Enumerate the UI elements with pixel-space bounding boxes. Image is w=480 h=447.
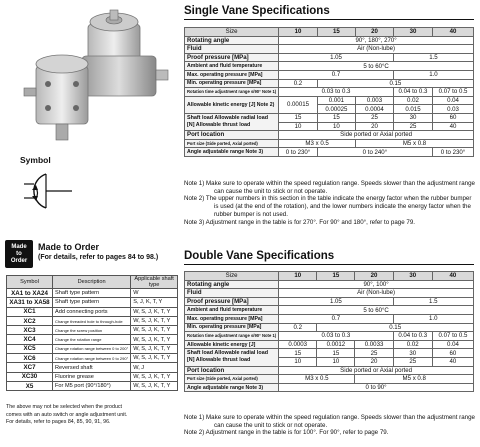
description-cell: Change the rotation range [53, 335, 131, 344]
symbol-title: Symbol [20, 155, 51, 165]
description-cell: Change rotation range between 0 to 200° [53, 344, 131, 353]
symbol-cell: XC3 [7, 326, 53, 335]
shaft-type-cell: W, S, J, K, T, Y [131, 381, 178, 390]
made-to-order-logo: Made to Order [5, 240, 33, 268]
table-row [7, 307, 178, 316]
table-row: Shaft load Allowable radial load [N] Allowable thrust load 15 15 25 30 60 [185, 349, 474, 358]
shaft-load-label: Shaft load Allowable radial load [N] Allowable thrust load [185, 113, 279, 130]
made-to-order-title: Made to Order [38, 242, 100, 252]
shaft-type-cell: W, S, J, K, T, Y [131, 326, 178, 335]
column-header: Applicable shaft type [131, 276, 178, 289]
table-row: Rotating angle 90°, 100° [185, 280, 474, 289]
table-row [7, 326, 178, 335]
single-vane-spec-table [184, 27, 474, 157]
table-row: 10 10 20 25 40 [185, 357, 474, 366]
table-row [7, 363, 178, 372]
table-row: Allowable kinetic energy [J] 0.0003 0.0012 0.0033 0.02 0.04 [185, 340, 474, 349]
single-vane-title: Single Vane Specifications [184, 5, 474, 20]
symbol-cell: XC5 [7, 344, 53, 353]
description-cell: Shaft type pattern [53, 289, 131, 298]
shaft-type-cell: W, S, J, K, T, Y [131, 335, 178, 344]
description-cell: For M5 port (90°/180°) [53, 381, 131, 390]
description-cell: Shaft type pattern [53, 298, 131, 307]
table-row: Min. operating pressure [MPa] 0.2 0.15 [185, 79, 474, 88]
made-to-order-table [6, 275, 178, 391]
table-header-row [7, 276, 178, 289]
column-header: Description [53, 276, 131, 289]
table-row: Max. operating pressure [MPa] 0.7 1.0 [185, 314, 474, 323]
symbol-cell: XC2 [7, 316, 53, 325]
description-cell: Add connecting ports [53, 307, 131, 316]
description-cell: Change the screw position [53, 326, 131, 335]
shaft-load-label: Shaft load Allowable radial load [N] Allowable thrust load [185, 349, 279, 366]
table-row [7, 381, 178, 390]
table-row [7, 344, 178, 353]
table-row: Angle adjustable range Note 3) 0 to 230° 0 to 240° 0 to 230° [185, 148, 474, 157]
symbol-cell: XC1 [7, 307, 53, 316]
shaft-type-cell: W, S, J, K, T, Y [131, 316, 178, 325]
table-row [7, 372, 178, 381]
symbol-cell: XC6 [7, 354, 53, 363]
table-row: Fluid Air (Non-lube) [185, 289, 474, 298]
table-row: Rotation time adjustment range s/90° Note 1) 0.03 to 0.3 0.04 to 0.3 0.07 to 0.5 [185, 88, 474, 97]
description-cell: Reversed shaft [53, 363, 131, 372]
table-row: 0.00025 0.0004 0.015 0.03 [185, 105, 474, 114]
shaft-type-cell: W, S, J, K, T, Y [131, 372, 178, 381]
table-row: Angle adjustable range Note 3) 0 to 90° [185, 383, 474, 392]
shaft-type-cell: W, S, J, K, T, Y [131, 307, 178, 316]
symbol-cell: XA1 to XA24 [7, 289, 53, 298]
table-row: Port size (Side ported, Axial ported) M3 x 0.5 M5 x 0.8 [185, 139, 474, 148]
made-to-order-header [5, 240, 177, 272]
product-photo [6, 4, 174, 146]
table-row: Rotating angle 90°, 180°, 270° [185, 36, 474, 45]
rotary-actuator-symbol-icon [22, 168, 82, 214]
double-vane-title: Double Vane Specifications [184, 250, 474, 265]
made-to-order-subtitle: (For details, refer to pages 84 to 98.) [38, 254, 159, 261]
single-vane-notes: Note 1) Make sure to operate within the speed regulation range. Speeds slower than the adjustment range can cause the unit to stick or not operate. Note 2) The upper numbers in this section in the table indicate the energy factor when the rubber bumper is used (at the end of the rotation), and the lower numbers indicate the energy factor when the rubber bumper is not used. Note 3) Adjustment range in the table is for 270°. For 90° and 180°, refer to page 79. [184, 180, 475, 226]
table-row: Ambient and fluid temperature 5 to 60°C [185, 62, 474, 71]
symbol-cell: XC4 [7, 335, 53, 344]
table-row: Allowable kinetic energy [J] Note 2) 0.00015 0.001 0.003 0.02 0.04 [185, 96, 474, 105]
table-row [7, 335, 178, 344]
description-cell: Fluorine grease [53, 372, 131, 381]
table-row: Port size (Side ported, Axial ported) M3 x 0.5 M5 x 0.8 [185, 375, 474, 384]
table-row: 10 10 20 25 40 [185, 122, 474, 131]
table-row: Ambient and fluid temperature 5 to 60°C [185, 306, 474, 315]
double-vane-notes: Note 1) Make sure to operate within the speed regulation range. Speeds slower than the adjustment range can cause the unit to stick or not operate. Note 2) Adjustment range in the table is for 100°. For 90°, refer to page 79. [184, 414, 475, 437]
table-row [7, 354, 178, 363]
symbol-cell: XC7 [7, 363, 53, 372]
made-to-order-note: The above may not be selected when the product comes with an auto switch or angle adjustment unit. For details, refer to pages 84, 85, 90, 91, 96. [6, 404, 128, 426]
table-row: Shaft load Allowable radial load [N] Allowable thrust load 15 15 25 30 60 [185, 113, 474, 122]
table-row: Proof pressure [MPa] 1.05 1.5 [185, 53, 474, 62]
table-row: Proof pressure [MPa] 1.05 1.5 [185, 297, 474, 306]
table-row [7, 289, 178, 298]
table-row: Size 10 15 20 30 40 [185, 28, 474, 37]
symbol-cell: XA31 to XA58 [7, 298, 53, 307]
table-row: Min. operating pressure [MPa] 0.2 0.15 [185, 323, 474, 332]
table-row: Rotation time adjustment range s/90° Note 1) 0.03 to 0.3 0.04 to 0.3 0.07 to 0.5 [185, 332, 474, 341]
table-row: Fluid Air (Non-lube) [185, 45, 474, 54]
table-row: Size 10 15 20 30 40 [185, 272, 474, 281]
table-row [7, 298, 178, 307]
symbol-cell: XC30 [7, 372, 53, 381]
shaft-type-cell: S, J, K, T, Y [131, 298, 178, 307]
shaft-type-cell: W, S, J, K, T, Y [131, 344, 178, 353]
table-row [7, 316, 178, 325]
double-vane-spec-table [184, 271, 474, 392]
description-cell: Change rotation range between 0 to 290° [53, 354, 131, 363]
description-cell: Change threaded hole to through-hole [53, 316, 131, 325]
shaft-type-cell: W, J [131, 363, 178, 372]
shaft-type-cell: W, S, J, K, T, Y [131, 354, 178, 363]
table-row: Port location Side ported or Axial ported [185, 131, 474, 140]
table-row: Max. operating pressure [MPa] 0.7 1.0 [185, 70, 474, 79]
table-row: Port location Side ported or Axial ported [185, 366, 474, 375]
column-header: Symbol [7, 276, 53, 289]
shaft-type-cell: W [131, 289, 178, 298]
symbol-cell: X5 [7, 381, 53, 390]
